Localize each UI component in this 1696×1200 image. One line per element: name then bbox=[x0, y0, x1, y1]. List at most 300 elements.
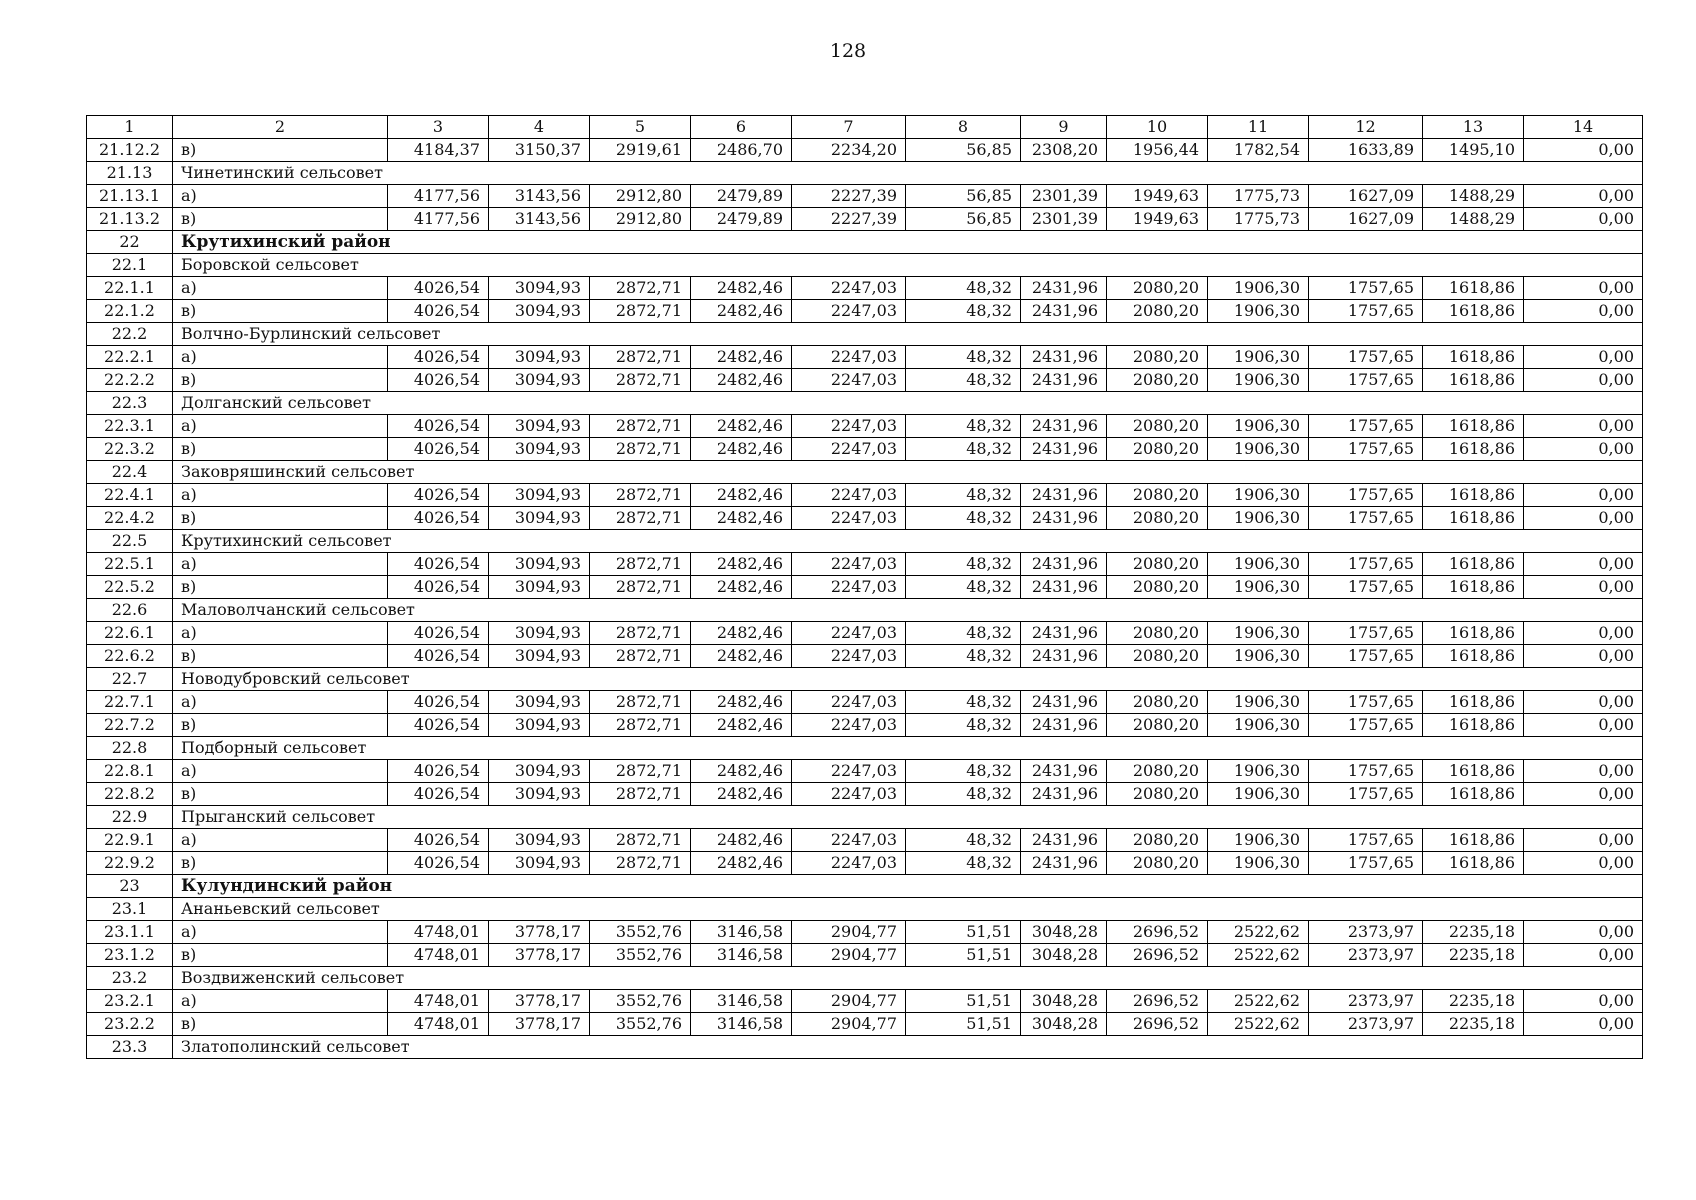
column-header: 2 bbox=[173, 116, 388, 139]
value-cell: 2431,96 bbox=[1021, 576, 1107, 599]
value-cell: 2482,46 bbox=[691, 576, 792, 599]
settlement-title: Новодубровский сельсовет bbox=[173, 668, 1643, 691]
table-body bbox=[87, 139, 1643, 1059]
value-cell: 48,32 bbox=[906, 484, 1021, 507]
table-row bbox=[87, 553, 1643, 576]
value-cell: 3094,93 bbox=[489, 645, 590, 668]
value-cell: 48,32 bbox=[906, 783, 1021, 806]
row-label: в) bbox=[173, 714, 388, 737]
value-cell: 2247,03 bbox=[792, 277, 906, 300]
value-cell: 1488,29 bbox=[1423, 185, 1524, 208]
settlement-title: Златополинский сельсовет bbox=[173, 1036, 1643, 1059]
column-numbers-row bbox=[87, 116, 1643, 139]
value-cell: 1618,86 bbox=[1423, 691, 1524, 714]
column-header: 10 bbox=[1107, 116, 1208, 139]
row-label: а) bbox=[173, 990, 388, 1013]
settlement-row bbox=[87, 967, 1643, 990]
value-cell: 56,85 bbox=[906, 139, 1021, 162]
value-cell: 2696,52 bbox=[1107, 1013, 1208, 1036]
value-cell: 0,00 bbox=[1524, 484, 1643, 507]
value-cell: 1757,65 bbox=[1309, 369, 1423, 392]
value-cell: 2904,77 bbox=[792, 921, 906, 944]
value-cell: 3094,93 bbox=[489, 783, 590, 806]
value-cell: 51,51 bbox=[906, 990, 1021, 1013]
value-cell: 2080,20 bbox=[1107, 783, 1208, 806]
value-cell: 3146,58 bbox=[691, 944, 792, 967]
value-cell: 2482,46 bbox=[691, 852, 792, 875]
value-cell: 1618,86 bbox=[1423, 553, 1524, 576]
value-cell: 0,00 bbox=[1524, 829, 1643, 852]
value-cell: 4026,54 bbox=[388, 576, 489, 599]
value-cell: 2912,80 bbox=[590, 208, 691, 231]
value-cell: 4026,54 bbox=[388, 300, 489, 323]
row-code: 22.5 bbox=[87, 530, 173, 553]
value-cell: 2872,71 bbox=[590, 415, 691, 438]
value-cell: 2482,46 bbox=[691, 369, 792, 392]
table-row bbox=[87, 944, 1643, 967]
value-cell: 2431,96 bbox=[1021, 438, 1107, 461]
value-cell: 2872,71 bbox=[590, 438, 691, 461]
value-cell: 3094,93 bbox=[489, 415, 590, 438]
value-cell: 0,00 bbox=[1524, 346, 1643, 369]
page-number: 128 bbox=[829, 40, 867, 62]
value-cell: 1618,86 bbox=[1423, 576, 1524, 599]
row-code: 22.3.1 bbox=[87, 415, 173, 438]
value-cell: 2482,46 bbox=[691, 438, 792, 461]
value-cell: 2482,46 bbox=[691, 714, 792, 737]
value-cell: 3143,56 bbox=[489, 208, 590, 231]
value-cell: 1618,86 bbox=[1423, 507, 1524, 530]
row-code: 22.1 bbox=[87, 254, 173, 277]
value-cell: 4026,54 bbox=[388, 484, 489, 507]
settlement-row bbox=[87, 461, 1643, 484]
settlement-row bbox=[87, 392, 1643, 415]
value-cell: 2482,46 bbox=[691, 484, 792, 507]
district-title: Кулундинский район bbox=[173, 875, 1643, 898]
value-cell: 2301,39 bbox=[1021, 185, 1107, 208]
value-cell: 2431,96 bbox=[1021, 484, 1107, 507]
value-cell: 2247,03 bbox=[792, 622, 906, 645]
value-cell: 0,00 bbox=[1524, 185, 1643, 208]
settlement-title: Маловолчанский сельсовет bbox=[173, 599, 1643, 622]
value-cell: 2872,71 bbox=[590, 484, 691, 507]
row-label: а) bbox=[173, 691, 388, 714]
value-cell: 2919,61 bbox=[590, 139, 691, 162]
value-cell: 2235,18 bbox=[1423, 990, 1524, 1013]
value-cell: 0,00 bbox=[1524, 944, 1643, 967]
value-cell: 2247,03 bbox=[792, 300, 906, 323]
value-cell: 1906,30 bbox=[1208, 369, 1309, 392]
row-code: 22.8 bbox=[87, 737, 173, 760]
value-cell: 2482,46 bbox=[691, 346, 792, 369]
value-cell: 4026,54 bbox=[388, 507, 489, 530]
value-cell: 2247,03 bbox=[792, 369, 906, 392]
value-cell: 1495,10 bbox=[1423, 139, 1524, 162]
value-cell: 2301,39 bbox=[1021, 208, 1107, 231]
value-cell: 0,00 bbox=[1524, 783, 1643, 806]
value-cell: 1906,30 bbox=[1208, 783, 1309, 806]
value-cell: 2522,62 bbox=[1208, 990, 1309, 1013]
value-cell: 4748,01 bbox=[388, 1013, 489, 1036]
row-code: 23.2.2 bbox=[87, 1013, 173, 1036]
value-cell: 1757,65 bbox=[1309, 484, 1423, 507]
row-label: а) bbox=[173, 277, 388, 300]
value-cell: 2522,62 bbox=[1208, 1013, 1309, 1036]
value-cell: 2872,71 bbox=[590, 852, 691, 875]
settlement-row bbox=[87, 668, 1643, 691]
value-cell: 4026,54 bbox=[388, 369, 489, 392]
value-cell: 4026,54 bbox=[388, 645, 489, 668]
value-cell: 48,32 bbox=[906, 691, 1021, 714]
settlement-row bbox=[87, 806, 1643, 829]
value-cell: 3094,93 bbox=[489, 277, 590, 300]
value-cell: 1618,86 bbox=[1423, 300, 1524, 323]
row-label: а) bbox=[173, 484, 388, 507]
value-cell: 2308,20 bbox=[1021, 139, 1107, 162]
value-cell: 2235,18 bbox=[1423, 1013, 1524, 1036]
row-label: а) bbox=[173, 185, 388, 208]
value-cell: 2247,03 bbox=[792, 346, 906, 369]
value-cell: 2482,46 bbox=[691, 300, 792, 323]
value-cell: 3094,93 bbox=[489, 300, 590, 323]
value-cell: 1906,30 bbox=[1208, 714, 1309, 737]
value-cell: 2431,96 bbox=[1021, 645, 1107, 668]
row-label: а) bbox=[173, 760, 388, 783]
row-code: 22.4 bbox=[87, 461, 173, 484]
value-cell: 4748,01 bbox=[388, 990, 489, 1013]
value-cell: 4184,37 bbox=[388, 139, 489, 162]
value-cell: 2247,03 bbox=[792, 484, 906, 507]
value-cell: 2522,62 bbox=[1208, 921, 1309, 944]
district-title: Крутихинский район bbox=[173, 231, 1643, 254]
column-header: 3 bbox=[388, 116, 489, 139]
value-cell: 2247,03 bbox=[792, 852, 906, 875]
value-cell: 2872,71 bbox=[590, 829, 691, 852]
value-cell: 1618,86 bbox=[1423, 829, 1524, 852]
value-cell: 2235,18 bbox=[1423, 944, 1524, 967]
value-cell: 2247,03 bbox=[792, 438, 906, 461]
row-label: в) bbox=[173, 944, 388, 967]
value-cell: 2373,97 bbox=[1309, 921, 1423, 944]
district-row bbox=[87, 875, 1643, 898]
value-cell: 3146,58 bbox=[691, 921, 792, 944]
row-code: 22.4.1 bbox=[87, 484, 173, 507]
value-cell: 48,32 bbox=[906, 576, 1021, 599]
value-cell: 3094,93 bbox=[489, 622, 590, 645]
settlement-title: Крутихинский сельсовет bbox=[173, 530, 1643, 553]
value-cell: 1618,86 bbox=[1423, 645, 1524, 668]
row-code: 22.6 bbox=[87, 599, 173, 622]
value-cell: 1949,63 bbox=[1107, 185, 1208, 208]
row-code: 21.13.1 bbox=[87, 185, 173, 208]
value-cell: 2373,97 bbox=[1309, 1013, 1423, 1036]
row-code: 22.2.1 bbox=[87, 346, 173, 369]
value-cell: 0,00 bbox=[1524, 1013, 1643, 1036]
value-cell: 2872,71 bbox=[590, 507, 691, 530]
table-row bbox=[87, 369, 1643, 392]
value-cell: 2235,18 bbox=[1423, 921, 1524, 944]
value-cell: 1906,30 bbox=[1208, 507, 1309, 530]
value-cell: 2482,46 bbox=[691, 829, 792, 852]
value-cell: 1618,86 bbox=[1423, 714, 1524, 737]
value-cell: 2080,20 bbox=[1107, 852, 1208, 875]
value-cell: 48,32 bbox=[906, 852, 1021, 875]
value-cell: 2904,77 bbox=[792, 1013, 906, 1036]
value-cell: 2486,70 bbox=[691, 139, 792, 162]
row-label: в) bbox=[173, 300, 388, 323]
value-cell: 4026,54 bbox=[388, 438, 489, 461]
value-cell: 1488,29 bbox=[1423, 208, 1524, 231]
table-row bbox=[87, 622, 1643, 645]
value-cell: 4748,01 bbox=[388, 921, 489, 944]
table-row bbox=[87, 139, 1643, 162]
value-cell: 1618,86 bbox=[1423, 622, 1524, 645]
value-cell: 1757,65 bbox=[1309, 852, 1423, 875]
column-header: 6 bbox=[691, 116, 792, 139]
row-code: 22.1.1 bbox=[87, 277, 173, 300]
row-code: 23.1 bbox=[87, 898, 173, 921]
row-code: 22.9.2 bbox=[87, 852, 173, 875]
value-cell: 1757,65 bbox=[1309, 415, 1423, 438]
value-cell: 1618,86 bbox=[1423, 369, 1524, 392]
value-cell: 1757,65 bbox=[1309, 714, 1423, 737]
value-cell: 2431,96 bbox=[1021, 622, 1107, 645]
value-cell: 2696,52 bbox=[1107, 921, 1208, 944]
settlement-row bbox=[87, 530, 1643, 553]
table-row bbox=[87, 760, 1643, 783]
value-cell: 1757,65 bbox=[1309, 760, 1423, 783]
value-cell: 1618,86 bbox=[1423, 783, 1524, 806]
row-code: 22.9.1 bbox=[87, 829, 173, 852]
value-cell: 0,00 bbox=[1524, 507, 1643, 530]
row-code: 22.1.2 bbox=[87, 300, 173, 323]
value-cell: 3094,93 bbox=[489, 484, 590, 507]
row-label: в) bbox=[173, 576, 388, 599]
value-cell: 3048,28 bbox=[1021, 944, 1107, 967]
value-cell: 2696,52 bbox=[1107, 990, 1208, 1013]
value-cell: 2080,20 bbox=[1107, 484, 1208, 507]
value-cell: 3778,17 bbox=[489, 990, 590, 1013]
value-cell: 2904,77 bbox=[792, 990, 906, 1013]
value-cell: 48,32 bbox=[906, 553, 1021, 576]
row-label: в) bbox=[173, 507, 388, 530]
value-cell: 0,00 bbox=[1524, 576, 1643, 599]
value-cell: 48,32 bbox=[906, 277, 1021, 300]
value-cell: 2431,96 bbox=[1021, 691, 1107, 714]
value-cell: 1618,86 bbox=[1423, 277, 1524, 300]
value-cell: 2080,20 bbox=[1107, 829, 1208, 852]
value-cell: 2872,71 bbox=[590, 783, 691, 806]
row-code: 22.8.1 bbox=[87, 760, 173, 783]
value-cell: 2080,20 bbox=[1107, 691, 1208, 714]
value-cell: 1906,30 bbox=[1208, 553, 1309, 576]
value-cell: 2872,71 bbox=[590, 691, 691, 714]
row-code: 21.13.2 bbox=[87, 208, 173, 231]
table-row bbox=[87, 185, 1643, 208]
settlement-row bbox=[87, 898, 1643, 921]
settlement-row bbox=[87, 599, 1643, 622]
row-code: 22.2.2 bbox=[87, 369, 173, 392]
value-cell: 2247,03 bbox=[792, 783, 906, 806]
value-cell: 0,00 bbox=[1524, 760, 1643, 783]
row-label: в) bbox=[173, 208, 388, 231]
value-cell: 3094,93 bbox=[489, 691, 590, 714]
value-cell: 0,00 bbox=[1524, 415, 1643, 438]
value-cell: 4177,56 bbox=[388, 208, 489, 231]
settlement-row bbox=[87, 254, 1643, 277]
value-cell: 2872,71 bbox=[590, 576, 691, 599]
value-cell: 2696,52 bbox=[1107, 944, 1208, 967]
settlement-title: Подборный сельсовет bbox=[173, 737, 1643, 760]
row-label: в) bbox=[173, 139, 388, 162]
row-code: 22.7.1 bbox=[87, 691, 173, 714]
value-cell: 2431,96 bbox=[1021, 553, 1107, 576]
value-cell: 3150,37 bbox=[489, 139, 590, 162]
value-cell: 2482,46 bbox=[691, 553, 792, 576]
value-cell: 1618,86 bbox=[1423, 484, 1524, 507]
row-code: 22.7 bbox=[87, 668, 173, 691]
value-cell: 2080,20 bbox=[1107, 622, 1208, 645]
value-cell: 3552,76 bbox=[590, 1013, 691, 1036]
value-cell: 48,32 bbox=[906, 507, 1021, 530]
table-row bbox=[87, 576, 1643, 599]
column-header: 9 bbox=[1021, 116, 1107, 139]
value-cell: 0,00 bbox=[1524, 438, 1643, 461]
value-cell: 0,00 bbox=[1524, 990, 1643, 1013]
value-cell: 4026,54 bbox=[388, 852, 489, 875]
value-cell: 48,32 bbox=[906, 438, 1021, 461]
value-cell: 1906,30 bbox=[1208, 622, 1309, 645]
value-cell: 1757,65 bbox=[1309, 691, 1423, 714]
column-header: 14 bbox=[1524, 116, 1643, 139]
value-cell: 2080,20 bbox=[1107, 346, 1208, 369]
value-cell: 2431,96 bbox=[1021, 852, 1107, 875]
value-cell: 2872,71 bbox=[590, 277, 691, 300]
row-code: 23.3 bbox=[87, 1036, 173, 1059]
column-header: 1 bbox=[87, 116, 173, 139]
value-cell: 1906,30 bbox=[1208, 300, 1309, 323]
value-cell: 0,00 bbox=[1524, 691, 1643, 714]
settlement-row bbox=[87, 323, 1643, 346]
value-cell: 2247,03 bbox=[792, 553, 906, 576]
value-cell: 2080,20 bbox=[1107, 645, 1208, 668]
value-cell: 2080,20 bbox=[1107, 369, 1208, 392]
value-cell: 1627,09 bbox=[1309, 185, 1423, 208]
value-cell: 2482,46 bbox=[691, 507, 792, 530]
table-row bbox=[87, 829, 1643, 852]
value-cell: 3146,58 bbox=[691, 990, 792, 1013]
value-cell: 2479,89 bbox=[691, 185, 792, 208]
value-cell: 3094,93 bbox=[489, 714, 590, 737]
value-cell: 1906,30 bbox=[1208, 277, 1309, 300]
value-cell: 2080,20 bbox=[1107, 438, 1208, 461]
table-row bbox=[87, 415, 1643, 438]
value-cell: 4026,54 bbox=[388, 415, 489, 438]
row-code: 22.3.2 bbox=[87, 438, 173, 461]
value-cell: 48,32 bbox=[906, 645, 1021, 668]
value-cell: 0,00 bbox=[1524, 714, 1643, 737]
value-cell: 2431,96 bbox=[1021, 369, 1107, 392]
table-row bbox=[87, 921, 1643, 944]
row-code: 22.2 bbox=[87, 323, 173, 346]
value-cell: 1906,30 bbox=[1208, 829, 1309, 852]
value-cell: 2080,20 bbox=[1107, 553, 1208, 576]
value-cell: 4026,54 bbox=[388, 714, 489, 737]
value-cell: 1618,86 bbox=[1423, 438, 1524, 461]
value-cell: 0,00 bbox=[1524, 277, 1643, 300]
value-cell: 2247,03 bbox=[792, 415, 906, 438]
table-row bbox=[87, 507, 1643, 530]
row-label: а) bbox=[173, 346, 388, 369]
value-cell: 2431,96 bbox=[1021, 346, 1107, 369]
value-cell: 0,00 bbox=[1524, 208, 1643, 231]
value-cell: 48,32 bbox=[906, 415, 1021, 438]
value-cell: 2431,96 bbox=[1021, 783, 1107, 806]
settlement-title: Прыганский сельсовет bbox=[173, 806, 1643, 829]
value-cell: 1949,63 bbox=[1107, 208, 1208, 231]
value-cell: 2431,96 bbox=[1021, 277, 1107, 300]
value-cell: 3552,76 bbox=[590, 944, 691, 967]
value-cell: 2482,46 bbox=[691, 760, 792, 783]
value-cell: 1633,89 bbox=[1309, 139, 1423, 162]
value-cell: 4026,54 bbox=[388, 277, 489, 300]
value-cell: 1618,86 bbox=[1423, 415, 1524, 438]
row-code: 21.13 bbox=[87, 162, 173, 185]
value-cell: 0,00 bbox=[1524, 622, 1643, 645]
row-code: 22.8.2 bbox=[87, 783, 173, 806]
row-label: в) bbox=[173, 852, 388, 875]
value-cell: 1906,30 bbox=[1208, 415, 1309, 438]
value-cell: 2247,03 bbox=[792, 691, 906, 714]
settlement-title: Заковряшинский сельсовет bbox=[173, 461, 1643, 484]
value-cell: 4026,54 bbox=[388, 346, 489, 369]
settlement-title: Воздвиженский сельсовет bbox=[173, 967, 1643, 990]
value-cell: 3552,76 bbox=[590, 990, 691, 1013]
value-cell: 4026,54 bbox=[388, 622, 489, 645]
value-cell: 51,51 bbox=[906, 944, 1021, 967]
table-row bbox=[87, 484, 1643, 507]
value-cell: 1757,65 bbox=[1309, 277, 1423, 300]
value-cell: 1775,73 bbox=[1208, 185, 1309, 208]
value-cell: 2872,71 bbox=[590, 645, 691, 668]
value-cell: 0,00 bbox=[1524, 300, 1643, 323]
value-cell: 2431,96 bbox=[1021, 415, 1107, 438]
row-code: 22.5.1 bbox=[87, 553, 173, 576]
value-cell: 48,32 bbox=[906, 714, 1021, 737]
value-cell: 4026,54 bbox=[388, 783, 489, 806]
value-cell: 4026,54 bbox=[388, 760, 489, 783]
value-cell: 2373,97 bbox=[1309, 944, 1423, 967]
settlement-row bbox=[87, 1036, 1643, 1059]
value-cell: 4026,54 bbox=[388, 829, 489, 852]
table-row bbox=[87, 208, 1643, 231]
value-cell: 2872,71 bbox=[590, 714, 691, 737]
table-row bbox=[87, 852, 1643, 875]
table-row bbox=[87, 438, 1643, 461]
value-cell: 56,85 bbox=[906, 185, 1021, 208]
value-cell: 3143,56 bbox=[489, 185, 590, 208]
value-cell: 2373,97 bbox=[1309, 990, 1423, 1013]
value-cell: 1757,65 bbox=[1309, 829, 1423, 852]
value-cell: 48,32 bbox=[906, 369, 1021, 392]
table-row bbox=[87, 783, 1643, 806]
value-cell: 2080,20 bbox=[1107, 300, 1208, 323]
value-cell: 2247,03 bbox=[792, 576, 906, 599]
value-cell: 1775,73 bbox=[1208, 208, 1309, 231]
value-cell: 2872,71 bbox=[590, 369, 691, 392]
row-code: 21.12.2 bbox=[87, 139, 173, 162]
value-cell: 0,00 bbox=[1524, 139, 1643, 162]
